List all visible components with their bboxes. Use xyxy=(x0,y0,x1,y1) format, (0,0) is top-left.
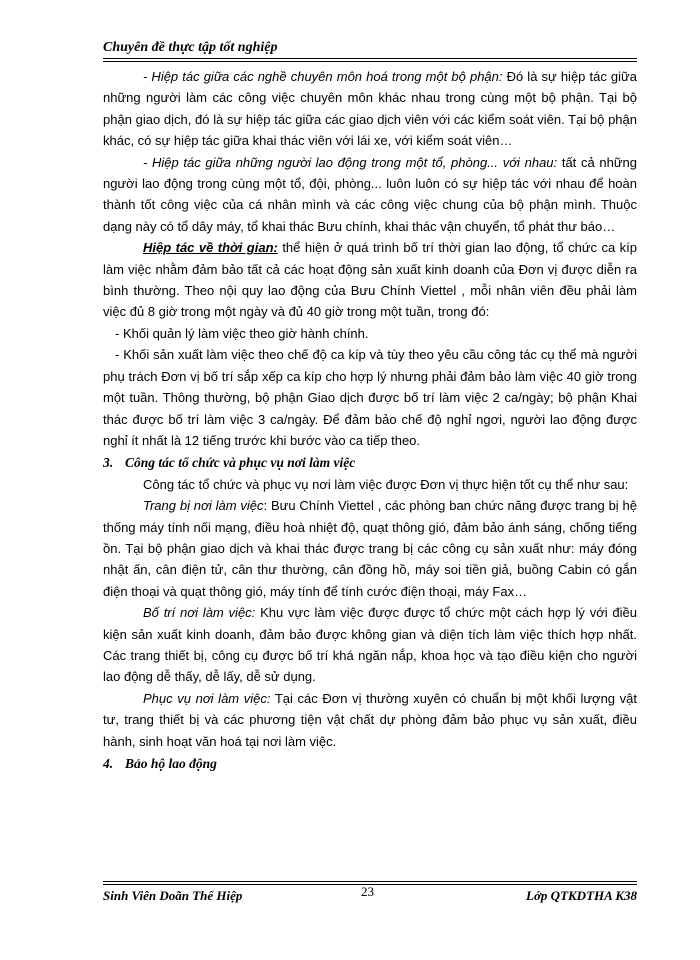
running-header: Chuyên đề thực tập tốt nghiệp xyxy=(103,40,278,55)
paragraph-text: tất cả những người lao động trong cùng một tổ, đội, phòng... luôn luôn có sự hiệp tác với nhau để hoàn thành tốt công việc của cá nhân mình và các công việc chung của bộ phận mình. Thuộc dạng này có tổ dây máy, tổ khai thác Bưu chính, khai thác vận chuyển, tổ phát thư báo… xyxy=(103,154,637,234)
paragraph-text: : Bưu Chính Viettel , các phòng ban chức năng được trang bị hệ thống máy tính nối mạng, điều hoà nhiệt độ, quạt thông gió, đảm bảo ánh sáng, chống tiếng ồn. Tại bộ phận giao dịch và khai thác được trang bị các công cụ sản xuất như: máy đóng nhật ấn, cân điện tử, cân thư thường, cân đồng hồ, máy soi tiền giả, buồng Cabin có gắn điện thoại và quạt thông gió, máy tính để tính cước điện thoại, máy Fax… xyxy=(103,498,637,599)
paragraph: - Khối sản xuất làm việc theo chế độ ca kíp và tùy theo yêu cầu công tác cụ thể mà người phụ trách Đơn vị bố trí sắp xếp ca kíp cho hợp lý nhưng phải đảm bảo làm việc 40 giờ trong một tuần. Thông thường, bộ phận Giao dịch được bố trí làm việc 2 ca/ngày; bộ phận Khai thác được bố trí làm việc 3 ca/ngày. Để đảm bảo chế độ nghỉ ngơi, người lao động được nghỉ ít nhất là 12 tiếng trước khi bước vào ca tiếp theo. xyxy=(103,347,637,448)
paragraph-text: Khu vực làm việc được được tổ chức một cách hợp lý với điều kiện sản xuất kinh doanh, đảm bảo được không gian và diện tích làm việc thích hợp nhất. Các trang thiết bị, công cụ được bố trí khá ngăn nắp, khoa học và tạo điều kiện cho người lao động dễ thấy, dễ lấy, dễ sử dụng. xyxy=(103,605,637,685)
section-title: Công tác tổ chức và phục vụ nơi làm việc xyxy=(125,455,356,471)
header-rule xyxy=(103,58,637,59)
paragraph-text: Đó là sự hiệp tác giữa những người làm các công việc chuyên môn khác nhau trong cùng một bộ phận. Tại bộ phận giao dịch, đó là sự hiệp tác giữa các giao dịch viên với các kiểm soát viên. Tại bộ phận khác, có sự hiệp tác giữa khai thác viên với lái xe, với kiểm soát viên… xyxy=(103,69,637,149)
section-heading xyxy=(103,753,637,774)
paragraph-lead: - Hiệp tác giữa những người lao động trong một tổ, phòng... với nhau: xyxy=(143,154,558,170)
page-number: 23 xyxy=(361,884,374,899)
paragraph-lead: Bố trí nơi làm việc: xyxy=(143,605,256,621)
paragraph-text: thể hiện ở quá trình bố trí thời gian lao động, tổ chức ca kíp làm việc nhằm đảm bảo tất cả các hoạt động sản xuất kinh doanh của Đơn vị được diễn ra bình thường. Theo nội quy lao động của Bưu Chính Viettel , mỗi nhân viên đều phải làm việc đủ 8 giờ trong một ngày và đủ 40 giờ trong một tuần, trong đó: xyxy=(103,240,637,320)
section-number: 3. xyxy=(103,455,114,471)
paragraph xyxy=(103,66,637,152)
footer-rule xyxy=(103,881,637,882)
header-rule-double xyxy=(103,61,637,62)
paragraph-lead: Phục vụ nơi làm việc: xyxy=(143,690,271,706)
page-body xyxy=(103,66,637,774)
paragraph-text: Tại các Đơn vị thường xuyên có chuẩn bị một khối lượng vật tư, trang thiết bị và các phương tiện vật chất dự phòng đảm bảo phục vụ sản xuất, điều hành, sinh hoạt văn hoá tại nơi làm việc. xyxy=(103,690,637,749)
paragraph-lead: - Hiệp tác giữa các nghề chuyên môn hoá trong một bộ phận: xyxy=(143,69,503,84)
section-title: Bảo hộ lao động xyxy=(125,756,217,771)
footer-class-name: Lớp QTKDTHA K38 xyxy=(526,888,637,903)
footer-student-name: Sinh Viên Doãn Thế Hiệp xyxy=(103,888,243,903)
paragraph-lead: Hiệp tác về thời gian: xyxy=(143,240,278,256)
section-number: 4. xyxy=(103,756,114,771)
paragraph: - Khối quản lý làm việc theo giờ hành chính. xyxy=(115,325,369,341)
paragraph xyxy=(103,495,637,602)
paragraph xyxy=(103,152,637,238)
section-heading xyxy=(103,452,637,473)
paragraph: Công tác tổ chức và phục vụ nơi làm việc được Đơn vị thực hiện tốt cụ thể như sau: xyxy=(143,476,629,492)
paragraph xyxy=(103,688,637,752)
paragraph xyxy=(103,237,637,323)
paragraph xyxy=(103,602,637,688)
page-footer xyxy=(103,884,637,908)
paragraph-lead: Trang bị nơi làm việc xyxy=(143,498,264,514)
